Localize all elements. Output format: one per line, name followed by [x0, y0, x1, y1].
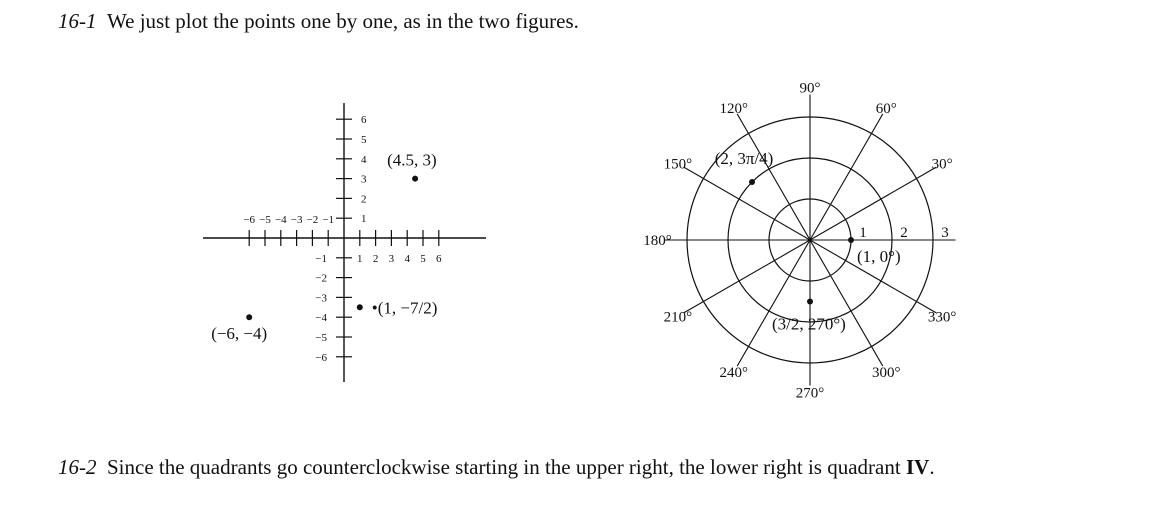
angle-label: 30°	[931, 156, 953, 173]
paragraph-16-2	[12, 454, 1137, 481]
y-tick-label: 4	[361, 153, 367, 166]
data-point	[246, 314, 252, 320]
x-tick-label: 6	[436, 253, 442, 265]
data-point	[848, 237, 854, 243]
angle-label: 240°	[719, 365, 748, 382]
x-tick-label: −3	[290, 214, 303, 226]
y-tick-label: −4	[315, 312, 327, 325]
point-label: (−6, −4)	[211, 324, 268, 344]
data-point	[749, 179, 755, 185]
data-point	[357, 304, 363, 310]
quadrant-numeral: IV	[905, 455, 930, 479]
point-label: (1, 0°)	[857, 247, 901, 266]
x-tick-label: −5	[259, 214, 271, 226]
angle-label: 90°	[799, 80, 821, 97]
angle-label: 270°	[795, 385, 825, 402]
x-tick-label: −6	[243, 214, 256, 226]
y-tick-label: −5	[315, 332, 327, 344]
angle-label: 150°	[663, 156, 693, 173]
y-tick-label: 1	[361, 213, 367, 226]
x-tick-label: 2	[372, 253, 379, 265]
x-tick-label: −4	[274, 214, 287, 226]
point-label: (4.5, 3)	[387, 150, 437, 170]
y-tick-label: 3	[361, 173, 367, 186]
data-point	[807, 299, 813, 305]
x-tick-label: −1	[322, 214, 335, 226]
radius-label: 3	[941, 225, 949, 241]
radius-label: 1	[859, 225, 867, 241]
paragraph-text: Since the quadrants go counterclockwise starting in the upper right, the lower right is quadrant	[107, 455, 901, 479]
angle-label: 210°	[663, 309, 693, 326]
point-label: •(1, −7/2)	[371, 298, 438, 318]
x-tick-label: 3	[388, 253, 395, 265]
point-label: (3/2, 270°)	[772, 314, 846, 334]
x-tick-label: 1	[357, 253, 363, 265]
cartesian-plot	[203, 103, 486, 382]
data-point	[412, 176, 418, 182]
angle-label: 120°	[719, 100, 748, 117]
angle-label: 180°	[643, 233, 672, 249]
polar-plot	[643, 80, 956, 401]
y-tick-label: −1	[315, 252, 327, 265]
x-tick-label: 4	[404, 253, 410, 265]
point-label: (2, 3π/4)	[714, 149, 774, 169]
exercise-number: 16-1	[58, 9, 97, 33]
angle-label: 60°	[875, 100, 897, 117]
y-tick-label: 5	[361, 134, 367, 146]
y-tick-label: 2	[361, 193, 367, 206]
y-tick-label: −3	[315, 292, 327, 305]
y-tick-label: −6	[315, 351, 327, 364]
paragraph-text: We just plot the points one by one, as in the two figures.	[107, 9, 579, 33]
exercise-number: 16-2	[58, 455, 97, 479]
y-tick-label: 6	[361, 114, 367, 127]
angle-label: 300°	[872, 365, 901, 382]
y-tick-label: −2	[315, 272, 327, 285]
x-tick-label: −2	[306, 214, 319, 226]
paragraph-period: .	[929, 455, 935, 479]
angle-label: 330°	[927, 309, 957, 326]
radius-label: 2	[900, 225, 908, 241]
x-tick-label: 5	[420, 253, 426, 265]
